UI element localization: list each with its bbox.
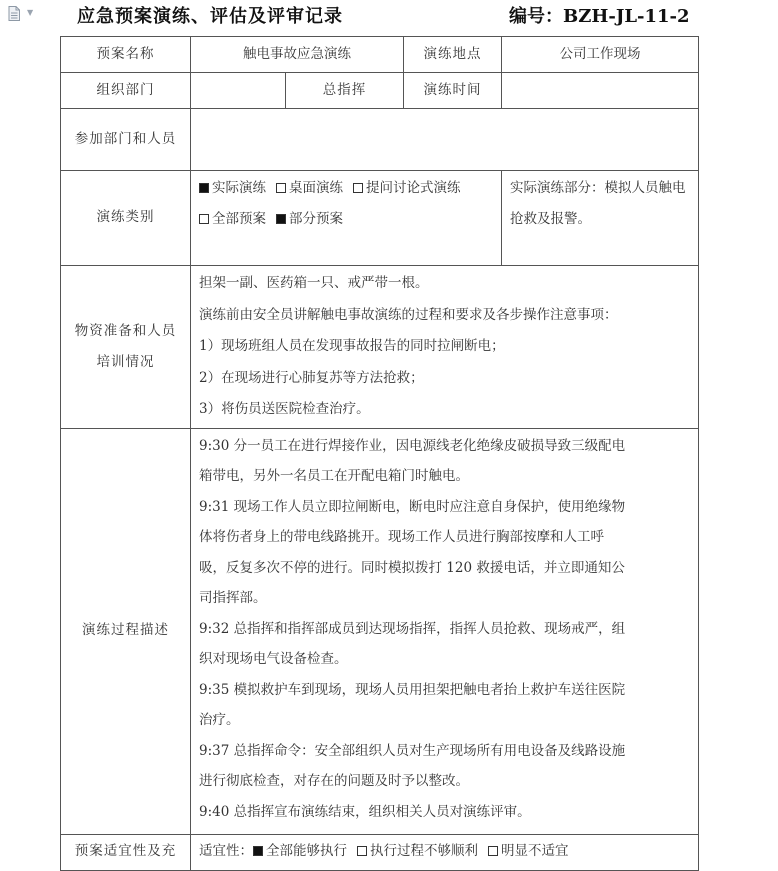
prep-line: 演练前由安全员讲解触电事故演练的过程和要求及各步操作注意事项：	[199, 306, 618, 323]
process-line: 箱带电，另外一名员工在开配电箱门时触电。	[199, 468, 469, 484]
org-dept-label: 组织部门	[61, 73, 191, 109]
prep-line: 2）在现场进行心肺复苏等方法抢救；	[199, 369, 424, 386]
checkbox-icon[interactable]	[199, 183, 209, 193]
row-category	[61, 171, 699, 266]
prep-line: 1）现场班组人员在发现事故报告的同时拉闸断电；	[199, 338, 505, 354]
process-line: 9:30 分一员工在进行焊接作业，因电源线老化绝缘皮破损导致三级配电	[199, 437, 626, 454]
row-org	[61, 73, 699, 109]
record-table	[60, 36, 699, 871]
option-fully-executable[interactable]: 全部能够执行	[253, 843, 347, 859]
option-unsuitable[interactable]: 明显不适宜	[488, 843, 569, 859]
participants-label: 参加部门和人员	[61, 109, 191, 171]
process-line: 9:37 总指挥命令：安全部组织人员对生产现场所有用电设备及线路设施	[199, 742, 626, 759]
prep-label: 物资准备和人员 培训情况	[61, 266, 191, 429]
option-discussion-drill[interactable]: 提问讨论式演练	[353, 180, 461, 196]
commander-label: 总指挥	[286, 73, 404, 109]
option-partial-plan[interactable]: 部分预案	[276, 211, 343, 227]
process-line: 司指挥部。	[199, 590, 267, 606]
process-line: 进行彻底检查，对存在的问题及时予以整改。	[199, 773, 469, 789]
suitability-content: 适宜性： 全部能够执行 执行过程不够顺利 明显不适宜	[191, 834, 699, 870]
option-full-plan[interactable]: 全部预案	[199, 211, 266, 227]
plan-name-value[interactable]: 触电事故应急演练	[191, 37, 404, 73]
participants-value[interactable]	[191, 109, 699, 171]
row-prep	[61, 266, 699, 429]
checkbox-icon[interactable]	[488, 846, 498, 856]
time-value[interactable]	[502, 73, 699, 109]
time-label: 演练时间	[404, 73, 502, 109]
process-line: 治疗。	[199, 712, 240, 728]
process-content	[191, 428, 699, 834]
category-note: 实际演练部分：模拟人员触电抢救及报警。	[502, 171, 699, 266]
process-label: 演练过程描述	[61, 428, 191, 834]
process-line: 9:32 总指挥和指挥部成员到达现场指挥，指挥人员抢救、现场戒严，组	[199, 620, 626, 637]
checkbox-icon[interactable]	[276, 214, 286, 224]
page-title: 应急预案演练、评估及评审记录	[77, 6, 343, 27]
checkbox-icon[interactable]	[353, 183, 363, 193]
option-not-smooth[interactable]: 执行过程不够顺利	[357, 843, 478, 859]
caret-down-icon[interactable]: ▼	[27, 8, 34, 17]
org-dept-value[interactable]	[191, 73, 286, 109]
option-actual-drill[interactable]: 实际演练	[199, 180, 266, 196]
process-line: 9:31 现场工作人员立即拉闸断电，断电时应注意自身保护，使用绝缘物	[199, 498, 626, 515]
process-line: 体将伤者身上的带电线路挑开。现场工作人员进行胸部按摩和人工呼	[199, 529, 604, 545]
location-value[interactable]: 公司工作现场	[502, 37, 699, 73]
option-tabletop-drill[interactable]: 桌面演练	[276, 180, 343, 196]
prep-line: 担架一副、医药箱一只、戒严带一根。	[199, 275, 429, 291]
row-process	[61, 428, 699, 834]
prep-line: 3）将伤员送医院检查治疗。	[199, 401, 370, 417]
process-line: 9:40 总指挥宣布演练结束，组织相关人员对演练评审。	[199, 803, 531, 820]
category-options	[191, 171, 502, 266]
process-line: 织对现场电气设备检查。	[199, 651, 348, 667]
checkbox-icon[interactable]	[253, 846, 263, 856]
process-line: 吸，反复多次不停的进行。同时模拟拨打 120 救援电话，并立即通知公	[199, 559, 625, 576]
document-icon[interactable]	[8, 6, 20, 21]
location-label: 演练地点	[404, 37, 502, 73]
category-label: 演练类别	[61, 171, 191, 266]
checkbox-icon[interactable]	[357, 846, 367, 856]
row-plan-name	[61, 37, 699, 73]
suitability-label: 预案适宜性及充	[61, 834, 191, 870]
plan-name-label: 预案名称	[61, 37, 191, 73]
document-code: 编号：BZH-JL-11-2	[509, 6, 690, 27]
checkbox-icon[interactable]	[199, 214, 209, 224]
checkbox-icon[interactable]	[276, 183, 286, 193]
process-line: 9:35 模拟救护车到现场，现场人员用担架把触电者抬上救护车送往医院	[199, 681, 626, 698]
row-participants	[61, 109, 699, 171]
prep-content	[191, 266, 699, 429]
